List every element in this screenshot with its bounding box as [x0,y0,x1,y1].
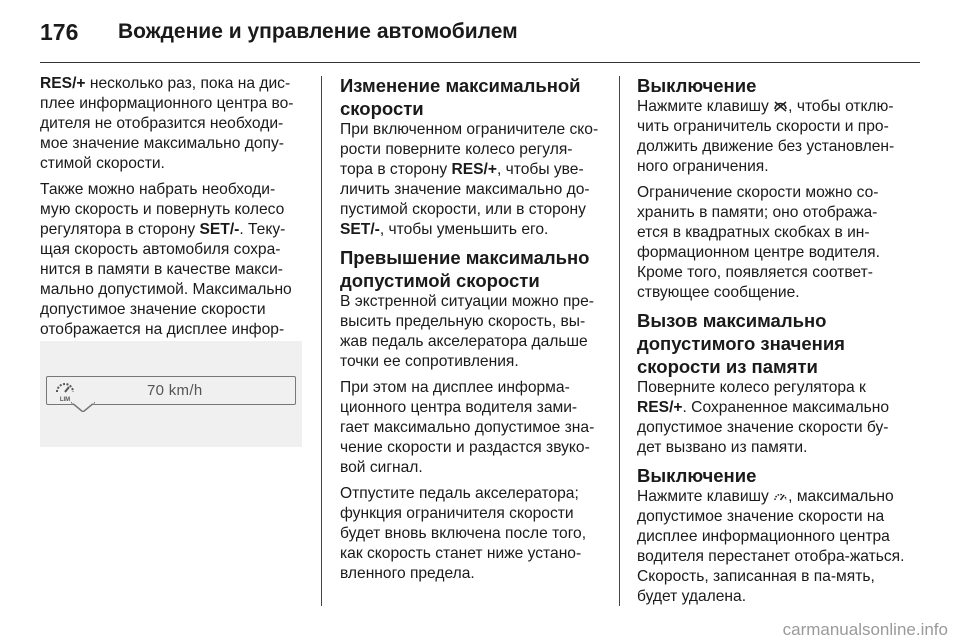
section-heading: Превышение максимально допустимой скорости [340,247,590,291]
paragraph: RES/+ несколько раз, пока на дис-плее информационного центра во-дителя не отобразится необходи-мое значение максимально допу-стимой скорости. [40,75,294,172]
control-key-label: SET/- [340,221,380,238]
paragraph: При включенном ограничителе ско-рости поверните колесо регуля-тора в сторону RES/+, чтобы уве-личить значение максимально до-пустимой скорости, или в сторону SET/-, чтобы уменьшить его. [340,121,599,238]
column-3 [637,74,907,613]
section-heading: Выключение [637,75,757,96]
column-1 [40,74,302,366]
limiter-label: LIM [59,397,71,403]
control-key-label: RES/+ [637,399,683,416]
section-heading: Выключение [637,465,757,486]
speed-limit-display [46,376,296,405]
page-number: 176 [40,18,79,45]
control-key-label: SET/- [199,221,240,238]
speed-value: 70 km/h [147,382,203,399]
paragraph: Отпустите педаль акселератора; функция ограничителя скорости будет вновь включена после того, как скорость станет ниже устано-вленного предела. [340,485,587,582]
header-divider [40,62,920,63]
control-key-label: RES/+ [451,161,497,178]
column-2 [340,74,602,590]
paragraph: Поверните колесо регулятора к RES/+. Сохраненное максимально допустимое значение скорости бу-дет вызвано из памяти. [637,379,890,456]
paragraph: В экстренной ситуации можно пре-высить предельную скорость, вы-жав педаль акселератора дальше точки ее сопротивления. [340,293,594,370]
page-header [40,12,518,52]
paragraph: Нажмите клавишу , чтобы отклю-чить ограничитель скорости и про-должить движение без установлен-ного ограничения. [637,98,895,175]
callout-pointer [71,402,95,412]
speed-limiter-icon [53,379,77,403]
paragraph: Нажмите клавишу , максимально допустимое значение скорости на дисплее информационного центра водителя перестанет отобра-жаться. Скорость, записанная в па-мять, будет удалена. [637,488,905,605]
column-divider-2 [619,76,620,606]
column-divider-1 [321,76,322,606]
limiter-off-icon [773,100,788,112]
watermark: carmanualsonline.info [782,620,948,639]
paragraph: Также можно набрать необходи-мую скорость и повернуть колесо регулятора в сторону SET/-. Теку-щая скорость автомобиля сохра-нится в памяти в качестве макси-мально допустимой. Максимально допустимое значение скорости отображается на дисплее инфор- [40,181,292,338]
display-illustration [40,341,302,447]
control-key-label: RES/+ [40,75,86,92]
section-heading: Вызов максимально допустимого значения скорости из памяти [637,310,845,377]
paragraph: При этом на дисплее информа-ционного центра водителя зами-гает максимально допустимое зна-чение скорости и раздастся звуко-вой сигнал. [340,379,595,476]
paragraph: Ограничение скорости можно со-хранить в памяти; оно отобража-ется в квадратных скобках в ин-формационном центре водителя. Кроме того, появляется соответ-ствующее сообщение. [637,184,880,301]
speed-limiter-icon [773,490,788,502]
page-title: Вождение и управление автомобилем [118,20,518,43]
section-heading: Изменение максимальной скорости [340,75,581,119]
